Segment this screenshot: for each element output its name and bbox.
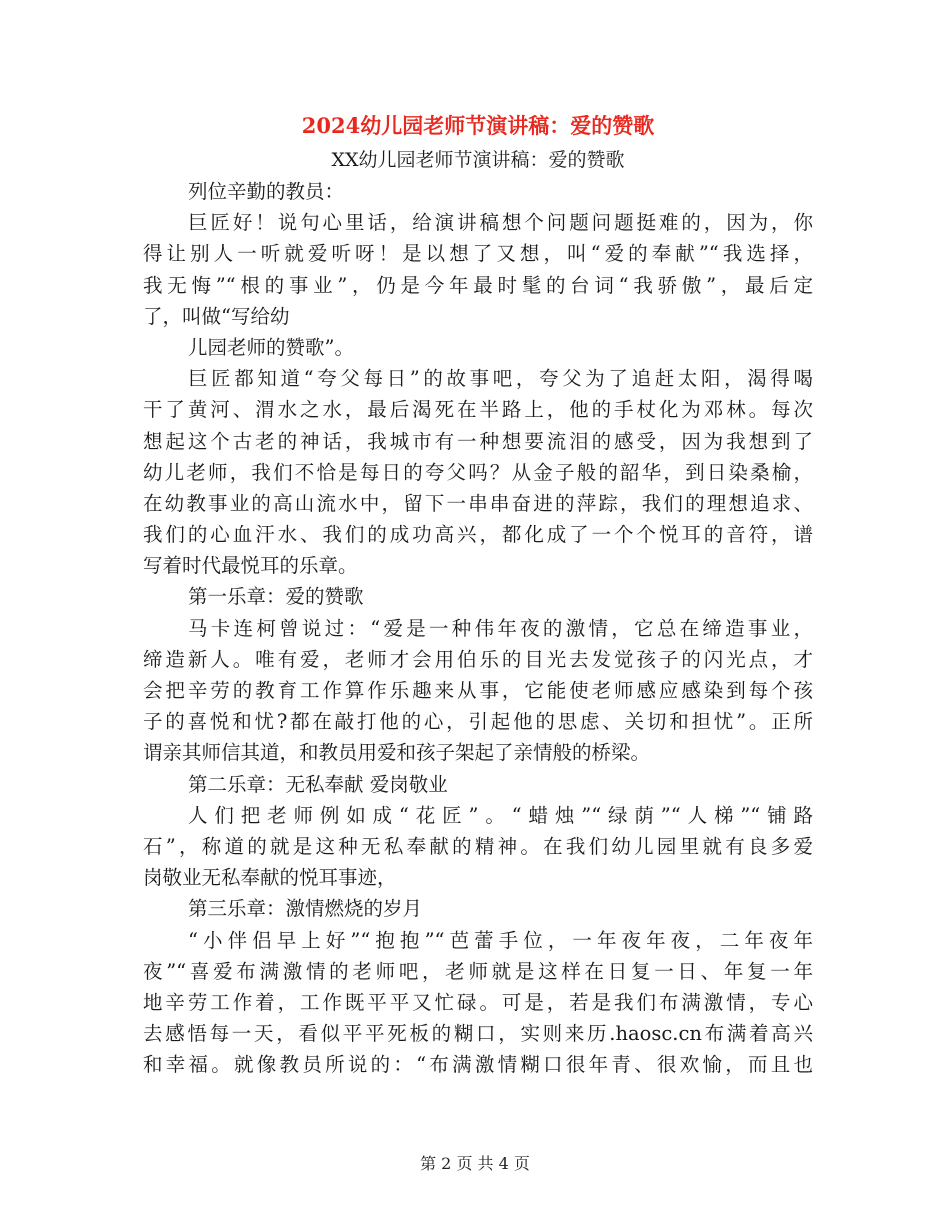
text-line: 幼儿老师，我们不恰是每日的夸父吗？从金子般的韶华，到日染桑榆， [143,460,813,484]
document-page [143,108,813,1080]
text-line: 了，叫做“写给幼 [143,304,290,328]
document-body [143,176,813,1080]
text-line: 我们的心血汗水、我们的成功高兴，都化成了一个个悦耳的音符，谱 [143,523,813,547]
text-line: 巨匠都知道“夸父每日”的故事吧，夸父为了追赶太阳，渴得喝 [188,367,813,391]
page-footer: 第 2 页 共 4 页 [420,1154,530,1173]
text-line: 地辛劳工作着，工作既平平又忙碌。可是，若是我们布满激情，专心 [143,990,813,1014]
text-line: 第三乐章：激情燃烧的岁月 [188,897,423,921]
text-line: 去感悟每一天，看似平平死板的糊口，实则来历.haosc.cn布满着高兴 [143,1022,813,1046]
text-line: 列位辛勤的教员： [188,180,345,203]
text-line: 缔造新人。唯有爱，老师才会用伯乐的目光去发觉孩子的闪光点，才 [143,647,813,671]
text-line: 我无悔”“根的事业”，仍是今年最时髦的台词“我骄傲”，最后定 [143,273,813,297]
text-line: 儿园老师的赞歌”。 [188,335,354,359]
text-line: 会把辛劳的教育工作算作乐趣来从事，它能使老师感应感染到每个孩 [143,679,813,702]
text-line: 马卡连柯曾说过：“爱是一种伟年夜的激情，它总在缔造事业， [188,616,813,640]
text-line: 和幸福。就像教员所说的：“布满激情糊口很年青、很欢愉，而且也 [143,1053,813,1077]
text-line: 第二乐章：无私奉献 爱岗敬业 [188,772,448,796]
document-title: 2024幼儿园老师节演讲稿：爱的赞歌 [301,113,655,138]
text-line: 干了黄河、渭水之水，最后渴死在半路上，他的手杖化为邓林。每次 [143,398,813,422]
document-subtitle: XX幼儿园老师节演讲稿：爱的赞歌 [331,149,625,171]
text-line: 岗敬业无私奉献的悦耳事迹， [143,866,397,890]
text-line: 谓亲其师信其道，和教员用爱和孩子架起了亲情般的桥梁。 [143,741,651,765]
text-line: 石”，称道的就是这种无私奉献的精神。在我们幼儿园里就有良多爱 [143,834,813,858]
text-line: 巨匠好！说句心里话，给演讲稿想个问题问题挺难的，因为，你 [188,211,813,235]
text-line: 得让别人一听就爱听呀！是以想了又想，叫“爱的奉献”“我选择， [143,242,813,266]
text-line: 夜”“喜爱布满激情的老师吧，老师就是这样在日复一日、年复一年 [143,959,813,983]
text-line: 子的喜悦和忧?都在敲打他的心，引起他的思虑、关切和担忧”。正所 [143,710,813,734]
text-line: 写着时代最悦耳的乐章。 [143,554,358,578]
text-line: 人们把老师例如成“花匠”。“蜡烛”“绿荫”“人梯”“铺路 [188,803,813,827]
text-line: 想起这个古老的神话，我城市有一种想要流泪的感受，因为我想到了 [143,429,813,453]
text-line: “小伴侣早上好”“抱抱”“芭蕾手位，一年夜年夜，二年夜年 [188,928,813,952]
text-line: 在幼教事业的高山流水中，留下一串串奋进的萍踪，我们的理想追求、 [143,491,813,515]
text-line: 第一乐章：爱的赞歌 [188,585,364,609]
